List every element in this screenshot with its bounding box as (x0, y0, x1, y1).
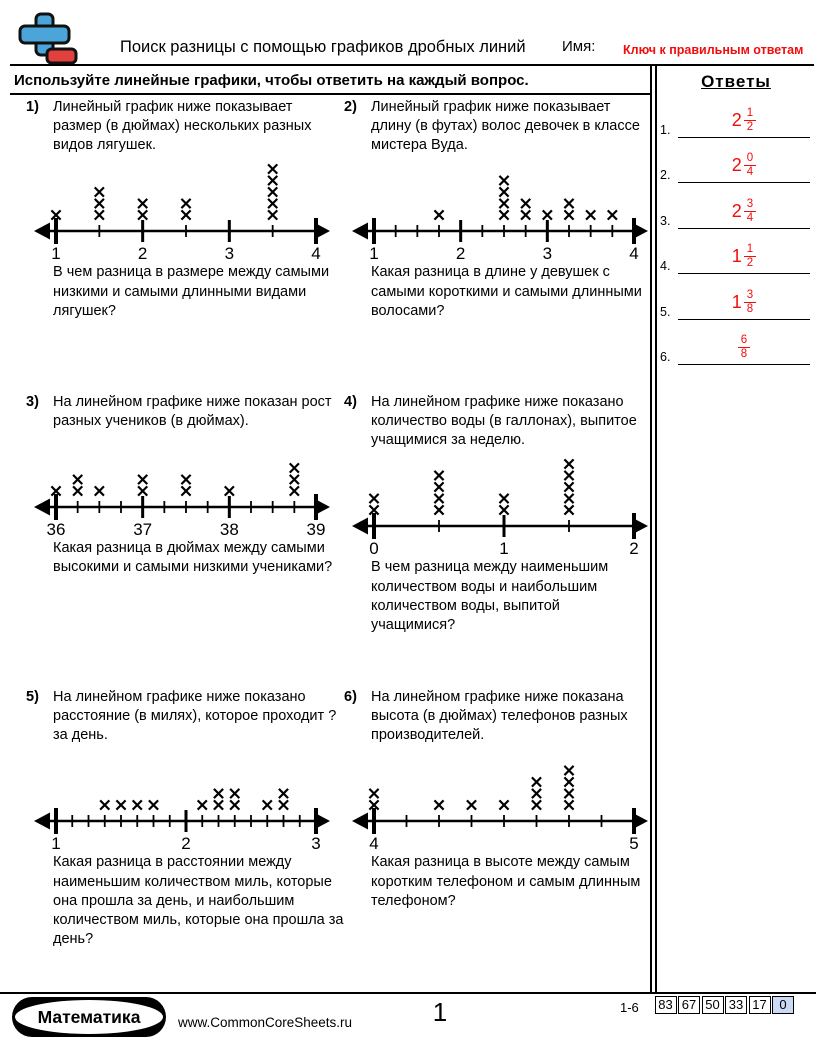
fraction-numerator: 3 (744, 289, 756, 303)
answer-blank-line (678, 364, 810, 365)
number-line-plot (350, 161, 646, 261)
problem-number: 6) (344, 689, 357, 705)
svg-text:2: 2 (455, 244, 466, 262)
answer-whole-number: 1 (731, 246, 742, 267)
page-number: 1 (432, 997, 448, 1027)
svg-text:4: 4 (629, 244, 639, 262)
answer-row (658, 229, 814, 275)
svg-text:5: 5 (629, 834, 639, 852)
problem-question: Какая разница в длине у девушек с самыми короткими и самыми длинными волосами? (371, 264, 642, 319)
answer-fraction (744, 289, 756, 316)
answer-value (678, 243, 810, 270)
number-line-plot (350, 456, 646, 556)
problem-prompt-row (26, 393, 344, 431)
answers-separator (650, 66, 657, 993)
answer-index: 1. (660, 122, 671, 137)
footer-divider (0, 992, 816, 994)
name-label: Имя: (562, 38, 596, 55)
problem-question: В чем разница между наименьшим количеством воды и наибольшим количеством воды, выпитой учащимися? (371, 559, 609, 633)
answer-value (678, 289, 810, 316)
answer-fraction (744, 243, 756, 270)
svg-text:3: 3 (311, 834, 321, 852)
problem-question: Какая разница в расстоянии между наименьшим количеством миль, которые она прошла за день, и наибольшим количеством миль, которые она прошла за день? (53, 854, 344, 947)
problem-number: 3) (26, 394, 39, 410)
number-line-svg (350, 751, 650, 851)
problems-grid (26, 98, 646, 983)
answer-value (678, 107, 810, 134)
answer-row (658, 138, 814, 184)
instruction-text: Используйте линейные графики, чтобы ответить на каждый вопрос. (14, 72, 529, 89)
svg-text:1: 1 (51, 834, 61, 852)
answer-key-label: Ключ к правильным ответам (623, 43, 804, 57)
answer-index: 4. (660, 259, 671, 273)
svg-text:1: 1 (369, 244, 379, 262)
number-line-svg (32, 161, 332, 261)
svg-text:37: 37 (133, 520, 153, 538)
problem-prompt: На линейном графике ниже показано расстояние (в милях), которое проходит ? за день. (53, 689, 337, 744)
svg-text:1: 1 (499, 539, 509, 557)
answer-row (658, 320, 814, 366)
answers-list (658, 92, 814, 365)
site-url: www.CommonCoreSheets.ru (178, 1015, 353, 1030)
number-line-plot (350, 751, 646, 851)
answer-whole-number: 2 (731, 109, 742, 130)
score-range-label: 1-6 (620, 1000, 639, 1015)
problem-2 (344, 98, 646, 393)
svg-text:39: 39 (306, 520, 326, 538)
problem-prompt: Линейный график ниже показывает размер (в дюймах) нескольких разных видов лягушек. (53, 99, 312, 154)
problem-prompt-row (26, 98, 344, 155)
answers-column (658, 72, 814, 365)
page-title: Поиск разницы с помощью графиков дробных линий (120, 38, 526, 56)
svg-text:36: 36 (46, 520, 66, 538)
fraction-denominator: 2 (746, 257, 754, 270)
svg-text:4: 4 (369, 834, 379, 852)
answers-title: Ответы (701, 72, 771, 91)
answer-index: 2. (660, 168, 671, 182)
answer-fraction (744, 107, 756, 134)
answer-index: 6. (660, 350, 671, 364)
fraction-numerator: 0 (744, 152, 756, 166)
fraction-denominator: 8 (740, 348, 748, 361)
header-divider (10, 64, 814, 66)
fraction-denominator: 2 (746, 120, 754, 133)
number-line-plot (32, 437, 344, 537)
problem-prompt-row (344, 688, 646, 745)
answer-whole-number: 2 (731, 155, 742, 176)
problem-question: В чем разница в размере между самыми низкими и самыми длинными видами лягушек? (53, 264, 330, 319)
problem-number: 2) (344, 99, 357, 115)
svg-text:2: 2 (181, 834, 191, 852)
problem-number: 4) (344, 394, 357, 410)
answer-index: 5. (660, 304, 671, 319)
svg-text:0: 0 (369, 539, 379, 557)
problem-4 (344, 393, 646, 688)
fraction-numerator: 1 (744, 107, 756, 121)
problem-question: Какая разница в дюймах между самыми высокими и самыми низкими учениками? (53, 540, 333, 576)
problem-3 (26, 393, 344, 688)
problem-prompt: На линейном графике ниже показан рост разных учеников (в дюймах). (53, 394, 332, 430)
fraction-numerator: 6 (738, 334, 750, 348)
answer-index: 3. (660, 213, 671, 228)
svg-text:2: 2 (629, 539, 639, 557)
score-cell: 0 (772, 996, 794, 1014)
answer-fraction (744, 198, 756, 225)
score-table (653, 996, 794, 1014)
problem-number: 5) (26, 689, 39, 705)
fraction-denominator: 8 (746, 302, 754, 315)
number-line-svg (350, 161, 650, 261)
answer-whole-number: 1 (731, 291, 742, 312)
number-line-plot (32, 161, 344, 261)
problem-5 (26, 688, 344, 983)
answer-whole-number: 2 (731, 200, 742, 221)
math-logo (12, 997, 166, 1037)
number-line-svg (32, 437, 332, 537)
problem-6 (344, 688, 646, 983)
number-line-plot (32, 751, 344, 851)
answer-row (658, 92, 814, 138)
svg-text:38: 38 (219, 520, 239, 538)
math-logo-label: Математика (15, 1000, 163, 1034)
score-cell: 17 (749, 996, 771, 1014)
fraction-denominator: 4 (746, 211, 754, 224)
problem-prompt: На линейном графике ниже показана высота (в дюймах) телефонов разных производителей. (371, 689, 628, 744)
answer-value (678, 198, 810, 225)
problem-prompt-row (26, 688, 344, 745)
instruction-divider (10, 93, 650, 95)
problem-prompt-row (344, 98, 646, 155)
answer-value (678, 152, 810, 179)
answer-row (658, 183, 814, 229)
fraction-numerator: 3 (744, 198, 756, 212)
problem-prompt-row (344, 393, 646, 450)
svg-text:4: 4 (311, 244, 321, 262)
score-cell: 33 (725, 996, 747, 1014)
problem-1 (26, 98, 344, 393)
fraction-denominator: 4 (746, 166, 754, 179)
number-line-svg (350, 456, 650, 556)
answer-row (658, 274, 814, 320)
problem-prompt: Линейный график ниже показывает длину (в футах) волос девочек в классе мистера Вуда. (371, 99, 640, 154)
svg-text:3: 3 (224, 244, 235, 262)
fraction-numerator: 1 (744, 243, 756, 257)
answer-fraction (744, 152, 756, 179)
score-cell: 83 (655, 996, 677, 1014)
problem-prompt: На линейном графике ниже показано количество воды (в галлонах), выпитое учащимися за неделю. (371, 394, 637, 449)
score-cell: 67 (678, 996, 700, 1014)
answer-value (678, 334, 810, 361)
score-cell: 50 (702, 996, 724, 1014)
problem-number: 1) (26, 99, 39, 115)
svg-text:1: 1 (51, 244, 61, 262)
problem-question: Какая разница в высоте между самым коротким телефоном и самым длинным телефоном? (371, 854, 641, 909)
svg-text:2: 2 (137, 244, 148, 262)
answer-fraction (738, 334, 750, 361)
number-line-svg (32, 751, 332, 851)
plus-minus-icon (16, 12, 80, 68)
svg-text:3: 3 (542, 244, 553, 262)
